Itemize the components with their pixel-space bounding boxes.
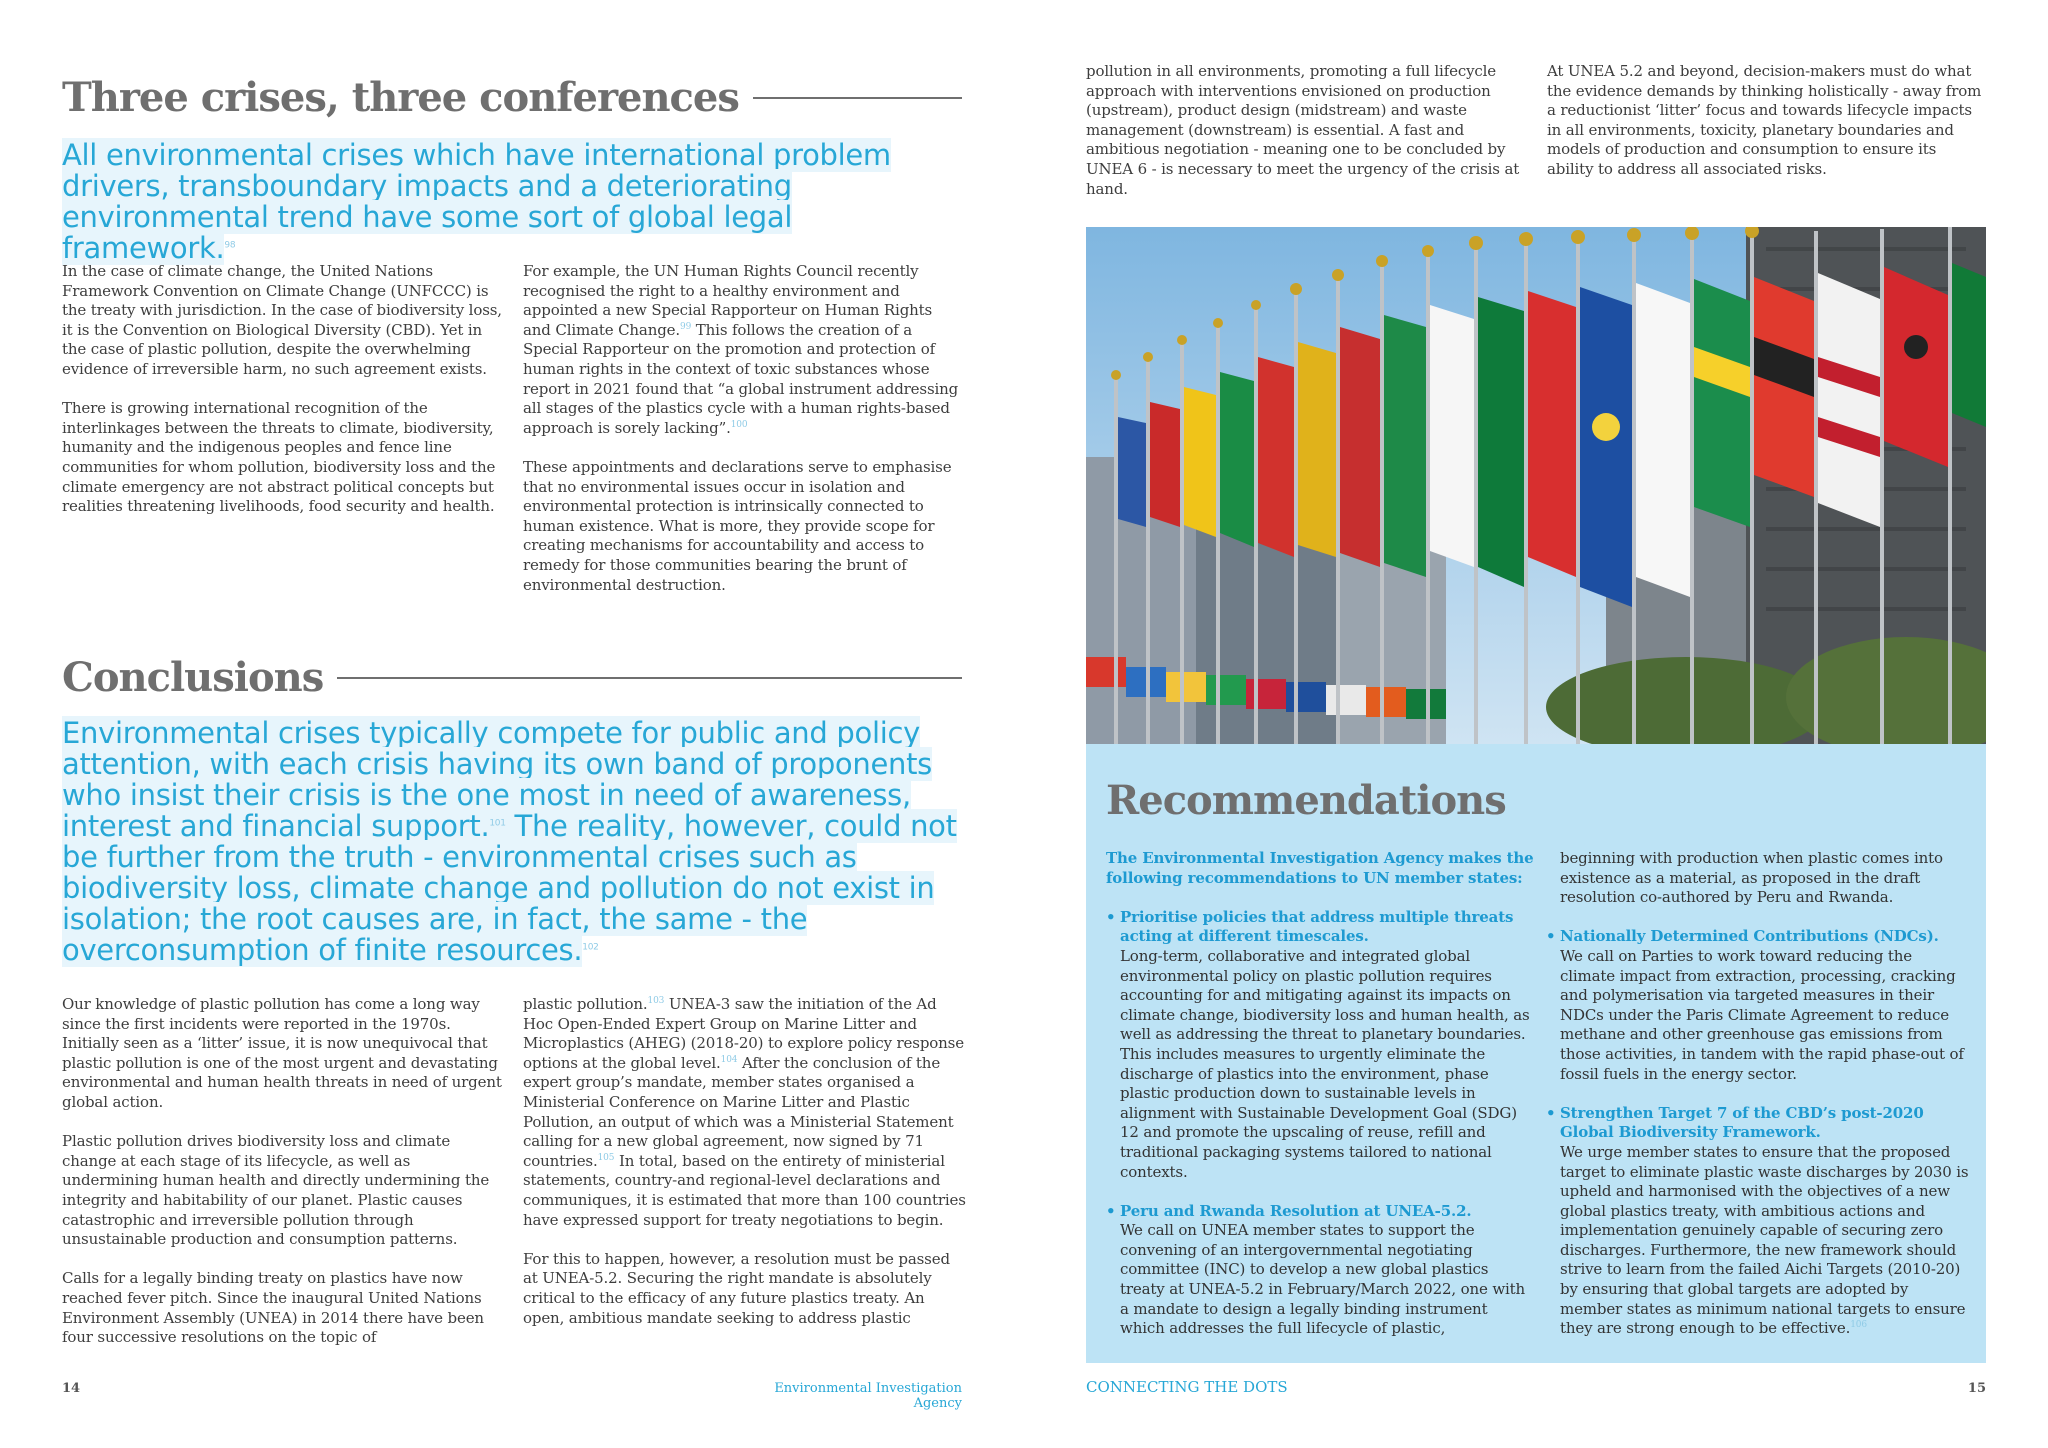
recommendations-column-2 <box>1546 849 1971 1358</box>
recommendation-title: Peru and Rwanda Resolution at UNEA-5.2. <box>1120 1201 1472 1220</box>
paragraph: At UNEA 5.2 and beyond, decision-makers must do what the evidence demands by thinking holistically - away from a reductionist ‘litter’ focus and towards lifecycle impacts in all environments, toxicity, planetary boundaries and models of production and consumption to ensure its ability to address all associated risks. <box>1547 62 1982 178</box>
right-top-column-1 <box>1086 62 1526 199</box>
paragraph: These appointments and declarations serve to emphasise that no environmental issues occur in isolation and environmental protection is intrinsically connected to human existence. What is more, they provide scope for creating mechanisms for accountability and access to remedy for those communities bearing the brunt of environmental destruction. <box>523 457 952 594</box>
text-run: For example, the UN Human Rights Council recently recognised the right to a healthy environment and appointed a new Special Rapporteur on Human Rights and Climate Change. <box>523 262 933 339</box>
paragraph: Plastic pollution drives biodiversity loss and climate change at each stage of its lifecycle, as well as undermining human health and directly undermining the integrity and habitability of our planet. Plastic causes catastrophic and irreversible pollution through unsustainable production and consumption patterns. <box>62 1132 490 1249</box>
pull-quote-1-text: All environmental crises which have international problem drivers, transboundary impacts and a deteriorating environmental trend have some sort of global legal framework. <box>62 138 891 265</box>
page-number-left: 14 <box>62 1381 81 1396</box>
recommendation-item <box>1546 1104 1971 1339</box>
recommendations-intro: The Environmental Investigation Agency makes the following recommendations to UN member states: <box>1106 849 1534 887</box>
section-title-conclusions: Conclusions <box>62 654 324 701</box>
paragraph <box>523 995 966 1230</box>
running-title-footer: CONNECTING THE DOTS <box>1086 1378 1288 1396</box>
footnote-ref: 104 <box>720 1054 738 1065</box>
recommendations-column-1 <box>1106 849 1536 1358</box>
footnote-ref: 102 <box>582 942 599 953</box>
paragraph: pollution in all environments, promoting a full lifecycle approach with interventions envisioned on production (upstream), product design (midstream) and waste management (downstream) is essential. A fast and ambitious negotiation - meaning one to be concluded by UNEA 6 - is necessary to meet the urgency of the crisis at hand. <box>1086 62 1520 198</box>
paragraph <box>523 262 963 438</box>
footnote-ref: 100 <box>730 419 748 430</box>
flags-photo <box>1086 227 1986 744</box>
recommendation-title: Nationally Determined Contributions (NDCs). <box>1560 927 1939 946</box>
recommendation-title: Prioritise policies that address multiple threats acting at different timescales. <box>1120 907 1514 946</box>
bullet-icon: • <box>1546 1103 1556 1122</box>
recommendations-box <box>1086 744 1986 1363</box>
section-heading-row <box>62 654 962 701</box>
section2-column-2 <box>523 995 966 1328</box>
paragraph: For this to happen, however, a resolution must be passed at UNEA-5.2. Securing the right mandate is absolutely critical to the efficacy of any future plastics treaty. An open, ambitious mandate seeking to address plastic <box>523 1249 950 1327</box>
footnote-ref: 101 <box>489 818 506 829</box>
section1-column-1 <box>62 262 506 517</box>
text-run: After the conclusion of the expert group’s mandate, member states organised a Ministerial Conference on Marine Litter and Plastic Pollution, an output of which was a Ministerial Statement calling for a new global agreement, now signed by 71 countries. <box>523 1053 954 1170</box>
section1-column-2 <box>523 262 963 595</box>
text-run: We urge member states to ensure that the proposed target to eliminate plastic waste discharges by 2030 is upheld and harmonised with the objectives of a new global plastics treaty, with ambitious actions and implementation genuinely capable of securing zero discharges. Furthermore, the new framework should strive to learn from the failed Aichi Targets (2010-20) by ensuring that global targets are adopted by member states as minimum national targets to ensure they are strong enough to be effective. <box>1560 1142 1969 1338</box>
footnote-ref: 99 <box>680 321 692 332</box>
footnote-ref: 103 <box>647 996 665 1006</box>
page-number-right: 15 <box>1967 1381 1986 1396</box>
recommendation-body: Long-term, collaborative and integrated global environmental policy on plastic pollution requires accounting for and mitigating against its impacts on climate change, biodiversity loss and human health, as well as addressing the threat to planetary boundaries. This includes measures to urgently eliminate the discharge of plastics into the environment, phase plastic production down to sustainable levels in alignment with Sustainable Development Goal (SDG) 12 and promote the upscaling of reuse, refill and traditional packaging systems tailored to national contexts. <box>1120 946 1530 1181</box>
recommendation-title: Strengthen Target 7 of the CBD’s post-2020 Global Biodiversity Framework. <box>1560 1103 1924 1142</box>
publisher-footer: Environmental Investigation Agency <box>774 1381 962 1411</box>
text-run: plastic pollution. <box>523 995 648 1013</box>
paragraph: In the case of climate change, the United Nations Framework Convention on Climate Change (UNFCCC) is the treaty with jurisdiction. In the case of biodiversity loss, it is the Convention on Biological Diversity (CBD). Yet in the case of plastic pollution, despite the overwhelming evidence of irreversible harm, no such agreement exists. <box>62 262 502 378</box>
recommendation-item <box>1546 927 1971 1084</box>
pull-quote-2-text-cont: The reality, however, could not be further from the truth - environmental crises such as biodiversity loss, climate change and pollution do not exist in isolation; the root causes are, in fact, the same - the overconsumption of finite resources. <box>62 809 957 967</box>
bullet-icon: • <box>1546 927 1556 946</box>
section-heading-row <box>62 74 962 121</box>
footnote-ref: 98 <box>224 240 236 251</box>
recommendation-body: We call on UNEA member states to support the convening of an intergovernmental negotiating committee (INC) to develop a new global plastics treaty at UNEA-5.2 in February/March 2022, one with a mandate to design a legally binding instrument which addresses the full lifecycle of plastic, <box>1120 1221 1526 1338</box>
recommendation-item <box>1106 1202 1536 1339</box>
text-run: UNEA-3 saw the initiation of the Ad Hoc Open-Ended Expert Group on Marine Litter and Microplastics (AHEG) (2018-20) to explore policy response options at the global level. <box>523 995 964 1072</box>
heading-rule <box>337 677 962 679</box>
recommendation-body: We call on Parties to work toward reducing the climate impact from extraction, processing, cracking and polymerisation via targeted measures in their NDCs under the Paris Climate Agreement to reduce methane and other greenhouse gas emissions from those activities, in tandem with the rapid phase-out of fossil fuels in the energy sector. <box>1560 946 1964 1083</box>
paragraph: Calls for a legally binding treaty on plastics have now reached fever pitch. Since the inaugural United Nations Environment Assembly (UNEA) in 2014 there have been four successive resolutions on the topic of <box>62 1269 484 1347</box>
section-title-three-crises: Three crises, three conferences <box>62 74 739 121</box>
flags-illustration <box>1086 227 1986 744</box>
footnote-ref: 105 <box>597 1152 615 1163</box>
bullet-icon: • <box>1106 907 1116 926</box>
footnote-ref: 106 <box>1850 1320 1867 1331</box>
recommendations-title: Recommendations <box>1106 777 1506 824</box>
section2-column-1 <box>62 995 506 1348</box>
pull-quote-2-text: Environmental crises typically compete for public and policy attention, with each crisis having its own band of proponents who insist their crisis is the one most in need of awareness, interest and financial support. <box>62 716 932 843</box>
heading-rule <box>753 97 962 99</box>
paragraph: There is growing international recognition of the interlinkages between the threats to climate, biodiversity, humanity and the indigenous peoples and fence line communities for whom pollution, biodiversity loss and the climate emergency are not abstract political concepts but realities threatening livelihoods, food security and health. <box>62 399 496 516</box>
bullet-icon: • <box>1106 1201 1116 1220</box>
recommendation-continuation: beginning with production when plastic comes into existence as a material, as proposed in the draft resolution co-authored by Peru and Rwanda. <box>1560 849 1943 907</box>
right-top-column-2 <box>1547 62 1987 180</box>
text-run: This follows the creation of a Special Rapporteur on the promotion and protection of human rights in the context of toxic substances whose report in 2021 found that “a global instrument addressing all stages of the plastics cycle with a human rights-based approach is sorely lacking”. <box>523 320 959 437</box>
pull-quote-1 <box>62 140 942 264</box>
recommendation-body <box>1560 1143 1971 1339</box>
pull-quote-2 <box>62 718 962 966</box>
recommendation-item <box>1106 908 1536 1182</box>
text-run: In total, based on the entirety of ministerial statements, country-and regional-level declarations and communiques, it is estimated that more than 100 countries have expressed support for treaty negotiations to begin. <box>523 1151 966 1229</box>
paragraph: Our knowledge of plastic pollution has come a long way since the first incidents were reported in the 1970s. Initially seen as a ‘litter’ issue, it is now unequivocal that plastic pollution is one of the most urgent and devastating environmental and human health threats in need of urgent global action. <box>62 995 502 1111</box>
